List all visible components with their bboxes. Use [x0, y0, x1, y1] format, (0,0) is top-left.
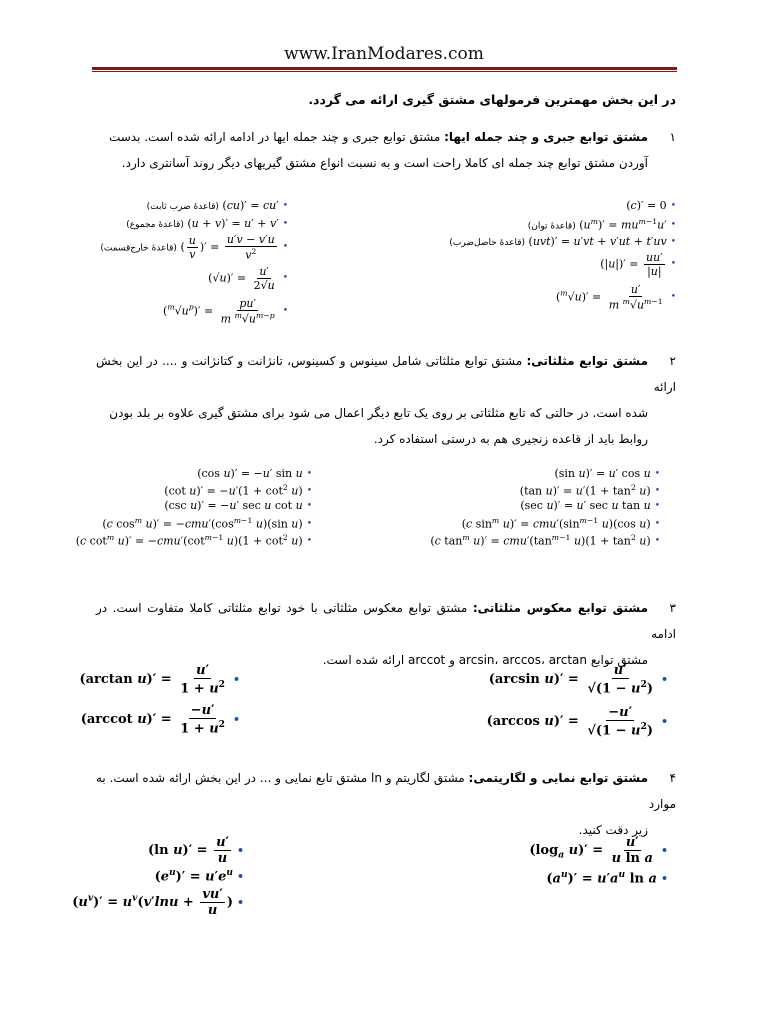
section-text: شده است. در حالتی که تابع مثلثاتی بر روی یک تابع دیگر اعمال می شود برای مشتق گیری علاوه بر بلد بودن: [109, 406, 648, 420]
formula: ($\log_a$ u)′ = $\frac{u'}{\text{u ln a}}$ •: [529, 835, 668, 866]
formula: ($^m$√u)′ = $\frac{u'}{m ^m√u^{m-1}}$ •: [556, 283, 676, 312]
formula: (c $\sin^m u)' = cmu'(\sin^{m-1}$ u)(cos u) •: [461, 516, 660, 531]
formula: (cot $u)' = -u'(1 + \cot^2 u)$ •: [164, 483, 312, 498]
formula: (|u|)′ = $\frac{uu'}{|u|}$ •: [600, 251, 676, 278]
formula: (csc u)′ = −u′ sec u cot u •: [164, 499, 312, 512]
formula: (قاعدهٔ توان) $(u^m)' = mu^{m-1}u'$ •: [527, 217, 676, 232]
formula: (arccot u)′ = $\frac{-u'}{1 + u^2}$ •: [80, 703, 240, 737]
section-text: مشتق توابع معکوس مثلثاتی با خود توابع مثلثاتی کاملا متفاوت است. در ادامه: [96, 601, 676, 641]
formula: (arccos u)′ = $\frac{-u'}{√(1 - u^2)}$ •: [486, 705, 668, 739]
formula: (c $\cot^m u)' = -cmu'(\cot^{m-1}$ $u)(1 + \cot^2 u)$ •: [75, 533, 312, 548]
section-number: ۲: [669, 354, 676, 368]
section-title: مشتق توابع معکوس مثلثاتی:: [472, 601, 648, 615]
section-4: ۴مشتق توابع نمایی و لگاریتمی: مشتق لگاریتم و ln مشتق تابع نمایی و ... در این بخش ارائه شده است. به موارد زیر دقت کنید.: [96, 765, 676, 843]
section-text: مشتق توابع جبری و چند جمله ایها در ادامه ارائه شده است. بدست: [108, 130, 445, 144]
formula: $(e^u)' = u'e^u$ •: [154, 867, 244, 885]
section-title: مشتق توابع نمایی و لگاریتمی:: [468, 771, 648, 785]
header-rule-thin: [92, 71, 677, 72]
formula: (arctan u)′ = $\frac{u'}{1 + u^2}$ •: [79, 663, 240, 697]
section-text: آوردن مشتق توابع چند جمله ای کاملا راحت است و به نسبت انواع مشتق گیریهای دیگر روند آسانتری دارد.: [121, 156, 648, 170]
formula: $(u^v)' = u^v(v'\ln u$ + $\frac{vu'}{u}$ ) •: [72, 887, 244, 918]
formula: (قاعدهٔ ضرب ثابت) (cu)′ = cu′ •: [146, 199, 288, 212]
site-url[interactable]: www.IranModares.com: [284, 44, 484, 64]
formula: (قاعدهٔ حاصل‌ضرب) (uvt)′ = u′vt + v′ut + t′uv •: [449, 235, 676, 248]
section-number: ۱: [669, 130, 676, 144]
section-3: [96, 595, 676, 673]
formula: (ln u)′ = $\frac{u'}{u}$ •: [148, 835, 244, 866]
formula: $(^m√u^p)'$ = $\frac{pu'}{m ^m√u^{m-p}}$ •: [163, 297, 288, 326]
section-text: مشتق توابع arcsin، arccos، arctan و arccot ارائه شده است.: [322, 653, 648, 667]
formula: (قاعدهٔ خارج‌قسمت) ( $\frac{u}{v}$ )′ = $\frac{u'v - v'u}{v^2}$ •: [100, 233, 288, 262]
formula: (قاعدهٔ مجموع) (u + v)′ = u′ + v′ •: [126, 217, 288, 230]
section-text: مشتق توابع مثلثاتی شامل سینوس و کسینوس، تانژانت و کتانژانت و .... در این بخش ارائه: [96, 354, 676, 394]
formula: (sin u)′ = u′ cos u •: [554, 467, 660, 480]
formula: (arcsin u)′ = $\frac{u'}{√(1 - u^2)}$ •: [488, 663, 668, 697]
section-text: زیر دقت کنید.: [578, 823, 648, 837]
intro-text: در این بخش مهمترین فرمولهای مشتق گیری ارائه می گردد.: [308, 92, 676, 107]
header-rule: [92, 67, 677, 70]
formula: (sec u)′ = u′ sec u tan u •: [520, 499, 660, 512]
formula: (c $\cos^m u)' = -cmu'(\cos^{m-1}$ u)(sin u) •: [102, 516, 312, 531]
section-2: [96, 348, 676, 452]
section-text: روابط باید از قاعده زنجیری هم به درستی استفاده کرد.: [373, 432, 648, 446]
formula: (c)′ = 0 •: [626, 199, 676, 212]
section-1: [96, 124, 676, 176]
section-number: ۳: [669, 601, 676, 615]
formula: (√u)′ = $\frac{u'}{2√u}$ •: [208, 265, 288, 292]
section-title: مشتق توابع جبری و چند جمله ایها:: [444, 130, 648, 144]
formula: (tan $u)' = u'(1 + \tan^2 u)$ •: [519, 483, 660, 498]
formula: (cos u)′ = −u′ sin u •: [197, 467, 312, 480]
section-number: ۴: [669, 771, 676, 785]
formula: (c $\tan^m u)' = cmu'(\tan^{m-1}$ $u)(1 + \tan^2 u)$ •: [430, 533, 660, 548]
section-title: مشتق توابع مثلثاتی:: [526, 354, 648, 368]
formula: $(a^u)' = u'a^u$ ln a •: [546, 869, 668, 887]
